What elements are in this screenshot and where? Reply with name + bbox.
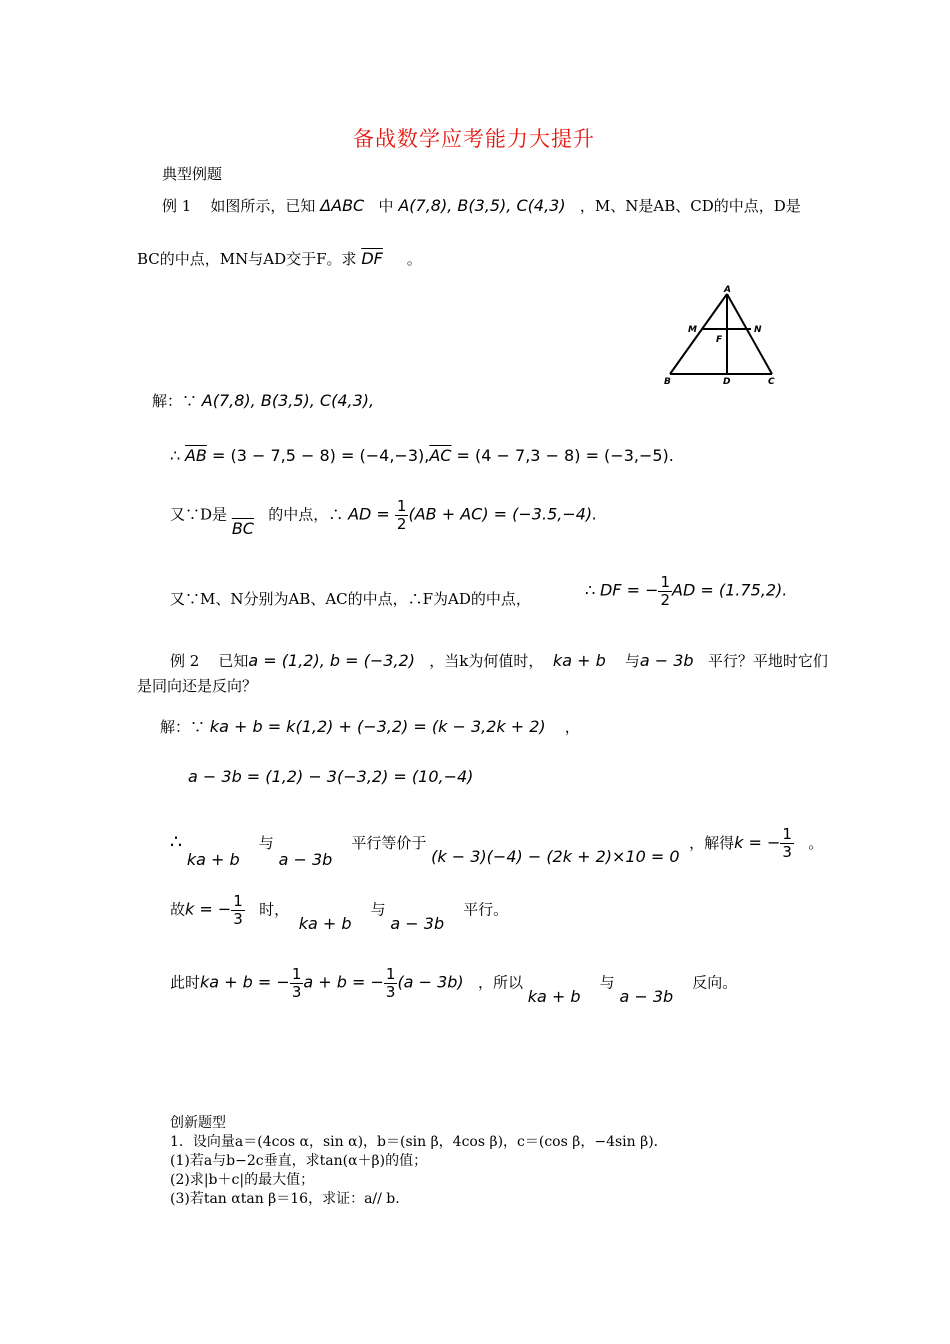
therefore-symbol: ∴ (170, 446, 181, 465)
example-2-t2: ，当k为何值时， (429, 652, 544, 670)
l3-kab: ka + b (186, 849, 240, 869)
fraction-one-third-3 (290, 966, 304, 1001)
example-1-line-2 (137, 248, 422, 269)
solution-1-points: A(7,8), B(3,5), C(4,3), (201, 391, 375, 410)
line-3-pre: 又∵D是 (170, 505, 228, 524)
label-n: N (754, 325, 762, 335)
l5-t3: 反向。 (692, 973, 738, 992)
l5-t2: 与 (599, 973, 615, 992)
solution-2-l1-end: ， (564, 718, 580, 736)
solution-2-label: 解：∵ (160, 718, 206, 736)
example-2-t1: 已知 (218, 652, 249, 670)
vector-ac: $\overline{AC}$ (429, 446, 452, 465)
vector-ad: AD (348, 504, 372, 524)
solution-1-line-2 (170, 446, 674, 465)
example-2-t3: 与 (624, 652, 640, 670)
example-1-text-2: 中 (378, 197, 394, 215)
denominator: 3 (233, 910, 243, 928)
section-heading-examples: 典型例题 (162, 165, 223, 183)
solution-1-line-4 (170, 578, 531, 608)
fraction-one-third-4 (384, 966, 398, 1001)
l5-ab: a + b = − (303, 972, 384, 992)
denominator: 2 (660, 591, 671, 609)
l3-a3b: a − 3b (278, 849, 333, 869)
solution-2-line-5 (170, 965, 738, 1006)
example-1-text-3: ，M、N是AB、CD的中点，D是 (579, 197, 801, 215)
denominator: 3 (385, 983, 396, 1001)
vector-df-2: DF (599, 580, 622, 600)
l3-t3: ，解得 (689, 833, 735, 852)
example-2-label: 例 2 (170, 652, 200, 670)
l3-k: k = − (734, 832, 781, 852)
denominator: 3 (291, 983, 302, 1001)
solution-2-a3b: a − 3b = (1,2) − 3(−3,2) = (10,−4) (188, 767, 474, 786)
solution-1-line-1 (152, 390, 374, 411)
label-f: F (716, 335, 723, 345)
solution-2-kab: ka + b = k(1,2) + (−3,2) = (k − 3,2k + 2) (209, 717, 546, 736)
l5-a3b-2: a − 3b (619, 986, 674, 1006)
equals: = (371, 504, 395, 524)
example-2-vectors: a = (1,2), b = (−3,2) (248, 651, 415, 670)
fraction-one-half (395, 498, 409, 533)
example-1-end: 。 (406, 250, 422, 268)
line-3-mid: 的中点，∴ (268, 505, 344, 524)
fraction-one-third (780, 826, 794, 861)
points-math: A(7,8), B(3,5), C(4,3) (398, 196, 566, 215)
side-ac (727, 294, 772, 374)
example-1-text: 如图所示，已知 (210, 197, 316, 215)
example-1-line-1 (162, 195, 801, 216)
l5-a3b-paren: (a − 3b) (397, 972, 464, 992)
fraction-one-half-2 (658, 574, 672, 609)
label-c: C (768, 377, 775, 387)
l4-pre: 故 (170, 900, 186, 919)
question-1-part-1: (1)若a与b−2c垂直，求tan(α＋β)的值； (170, 1153, 428, 1169)
numerator: 1 (396, 497, 407, 515)
l4-kab: ka + b (298, 913, 352, 933)
question-1: 1．设向量a＝(4cos α，sin α)，b＝(sin β，4cos β)，c＝(cos β，−4sin β)． (170, 1134, 668, 1150)
vector-ab-value: = (3 − 7,5 − 8) = (−4,−3), (206, 446, 430, 465)
numerator: 1 (233, 892, 243, 910)
example-2-line-1 (170, 650, 828, 671)
l3-t2: 平行等价于 (351, 833, 427, 852)
solution-1-line-4-math (585, 574, 787, 609)
l3-t1: 与 (258, 833, 274, 852)
solution-2-line-1 (160, 716, 580, 737)
solution-label: 解：∵ (152, 392, 198, 410)
l3-end: 。 (808, 833, 824, 852)
l3-equation: (k − 3)(−4) − (2k + 2)×10 = 0 (431, 846, 680, 866)
line-4-result: AD = (1.75,2). (672, 580, 788, 600)
therefore-symbol-2: ∴ (585, 580, 596, 600)
numerator: 1 (660, 573, 671, 591)
l4-t2: 与 (370, 900, 386, 919)
therefore-symbol-3: ∴ (170, 830, 183, 853)
l4-a3b: a − 3b (390, 913, 445, 933)
denominator: 3 (782, 843, 792, 861)
l5-kab-2: ka + b (527, 986, 581, 1006)
label-a: A (724, 285, 731, 295)
question-1-part-3: (3)若tan αtan β＝16，求证：a// b. (170, 1191, 400, 1207)
fraction-one-third-2 (231, 893, 245, 928)
side-ab (670, 294, 727, 374)
l4-t3: 平行。 (463, 900, 509, 919)
numerator: 1 (782, 825, 792, 843)
triangle-figure (660, 284, 785, 389)
vector-bc: $\overline{BC}$ (231, 518, 254, 538)
example-2-line-2: 是同向还是反向？ (137, 677, 258, 695)
label-m: M (688, 325, 697, 335)
label-d: D (723, 377, 731, 387)
solution-2-line-2 (188, 767, 473, 786)
denominator: 2 (396, 515, 407, 533)
equals-neg: = − (621, 580, 659, 600)
solution-2-line-3 (170, 818, 824, 869)
l5-kab: ka + b = − (200, 972, 290, 992)
example-1-label: 例 1 (162, 197, 192, 215)
page-title: 备战数学应考能力大提升 (353, 127, 595, 151)
line-4-text: 又∵M、N分别为AB、AC的中点，∴F为AD的中点， (170, 590, 531, 608)
example-2-t4: 平行？平地时它们 (707, 652, 828, 670)
vector-ac-value: = (4 − 7,3 − 8) = (−3,−5). (451, 446, 674, 465)
l4-t1: 时， (259, 900, 290, 919)
question-1-part-2: (2)求|b＋c|的最大值； (170, 1172, 315, 1188)
numerator: 1 (291, 965, 302, 983)
l4-k: k = − (185, 899, 232, 919)
triangle-abc: ΔABC (320, 196, 365, 215)
solution-1-line-3 (170, 497, 598, 538)
label-b: B (664, 377, 671, 387)
example-1-line-2-text: BC的中点，MN与AD交于F。求 (137, 250, 357, 268)
line-3-result: (AB + AC) = (−3.5,−4). (408, 504, 598, 524)
section-heading-innovation: 创新题型 (170, 1115, 226, 1131)
example-2-kab: ka + b (552, 651, 606, 670)
numerator: 1 (385, 965, 396, 983)
vector-ab: $\overline{AB}$ (184, 446, 207, 465)
l5-t1: ，所以 (477, 973, 523, 992)
example-2-a3b: a − 3b (639, 651, 694, 670)
solution-2-line-4 (170, 892, 509, 933)
l5-pre: 此时 (170, 973, 201, 992)
vector-df: $\overline{DF}$ (361, 249, 383, 268)
